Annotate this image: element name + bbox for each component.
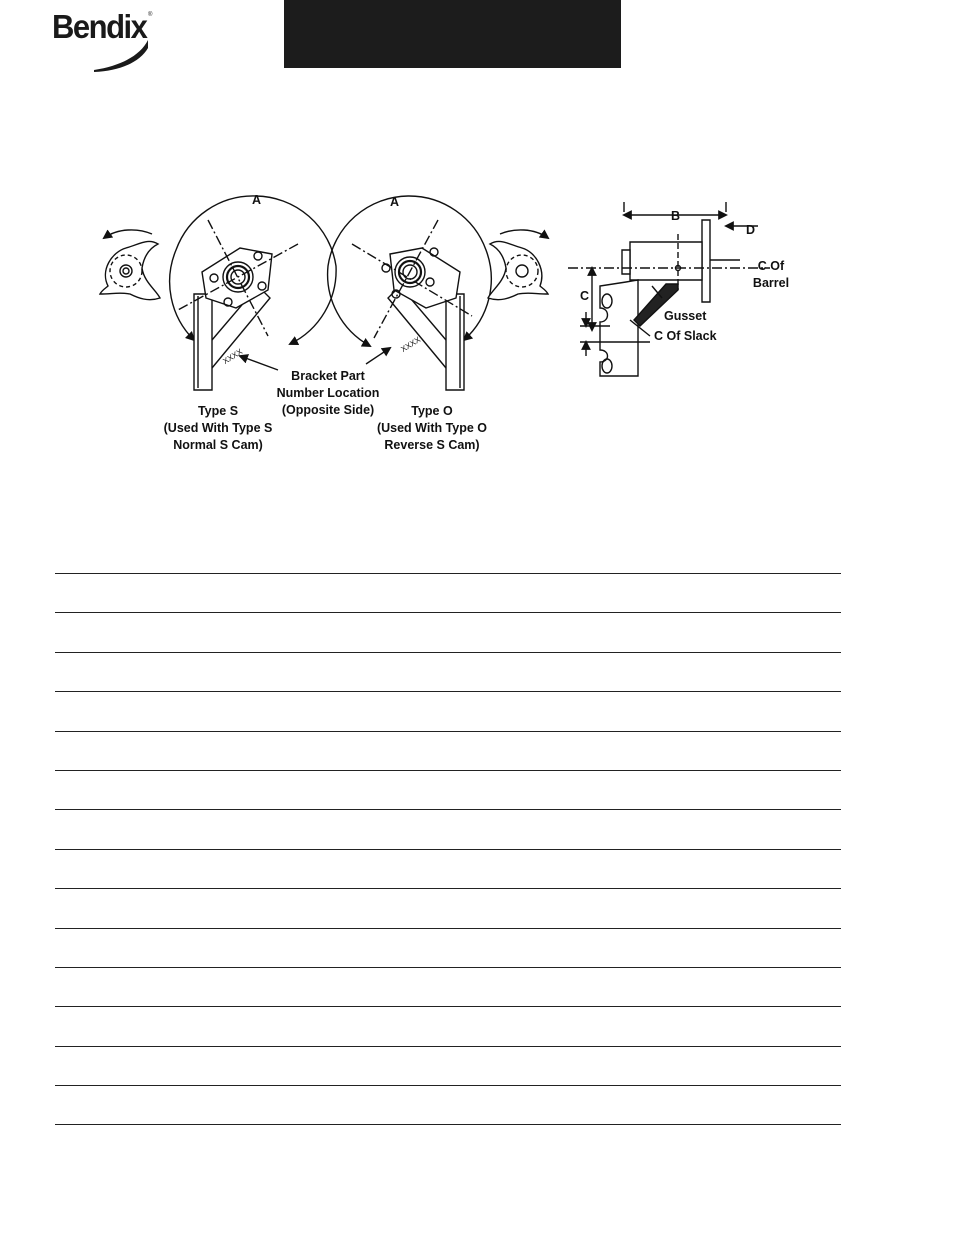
bracket-line1: Bracket Part [291,369,365,383]
type-s-line3: Normal S Cam) [173,438,263,452]
bracket-side-view [568,202,770,376]
data-table [55,573,841,1125]
c-of-barrel-line1: C Of [757,259,785,273]
table-row [55,849,841,888]
type-o-line1: Type O [411,404,453,418]
table-row [55,731,841,770]
table-row [55,888,841,927]
type-o-caption [376,403,488,454]
part-number-stamp-left: XXXX [221,347,245,366]
table-row [55,652,841,691]
dimension-b: B [671,209,681,223]
type-o-line3: Reverse S Cam) [384,438,480,452]
dimension-a-left: A [252,193,262,207]
logo-swoosh-icon [90,38,150,72]
slack-adjuster-bracket-figure [90,190,830,465]
part-number-stamp-right: XXXX [399,335,423,354]
dimension-a-right: A [390,195,400,209]
table-row [55,691,841,730]
table-row [55,612,841,651]
bracket-line3: (Opposite Side) [281,403,375,417]
s-cam-right-icon [488,230,548,300]
s-cam-left-icon [100,230,160,300]
c-of-barrel-label [748,258,794,292]
type-s-line1: Type S [197,404,239,418]
table-row [55,809,841,848]
type-o-line2: (Used With Type O [376,421,488,435]
table-row [55,770,841,809]
table-row [55,967,841,1006]
table-row [55,928,841,967]
c-of-slack-label: C Of Slack [654,329,717,343]
type-s-caption [162,403,274,454]
type-s-line2: (Used With Type S [163,421,273,435]
bracket-line2: Number Location [276,386,380,400]
table-row [55,1046,841,1085]
bendix-logo [52,8,152,72]
dimension-c: C [580,289,590,303]
c-of-barrel-line2: Barrel [752,276,790,290]
trademark-mark: ® [148,12,153,18]
brand-name: Bendix [52,8,147,46]
table-row [55,1006,841,1045]
table-row [55,573,841,612]
dimension-d: D [746,223,756,237]
header-title-bar [284,0,621,68]
table-bottom-rule [55,1124,841,1125]
gusset-label: Gusset [664,309,707,323]
table-row [55,1085,841,1124]
bracket-part-number-label [274,368,382,419]
